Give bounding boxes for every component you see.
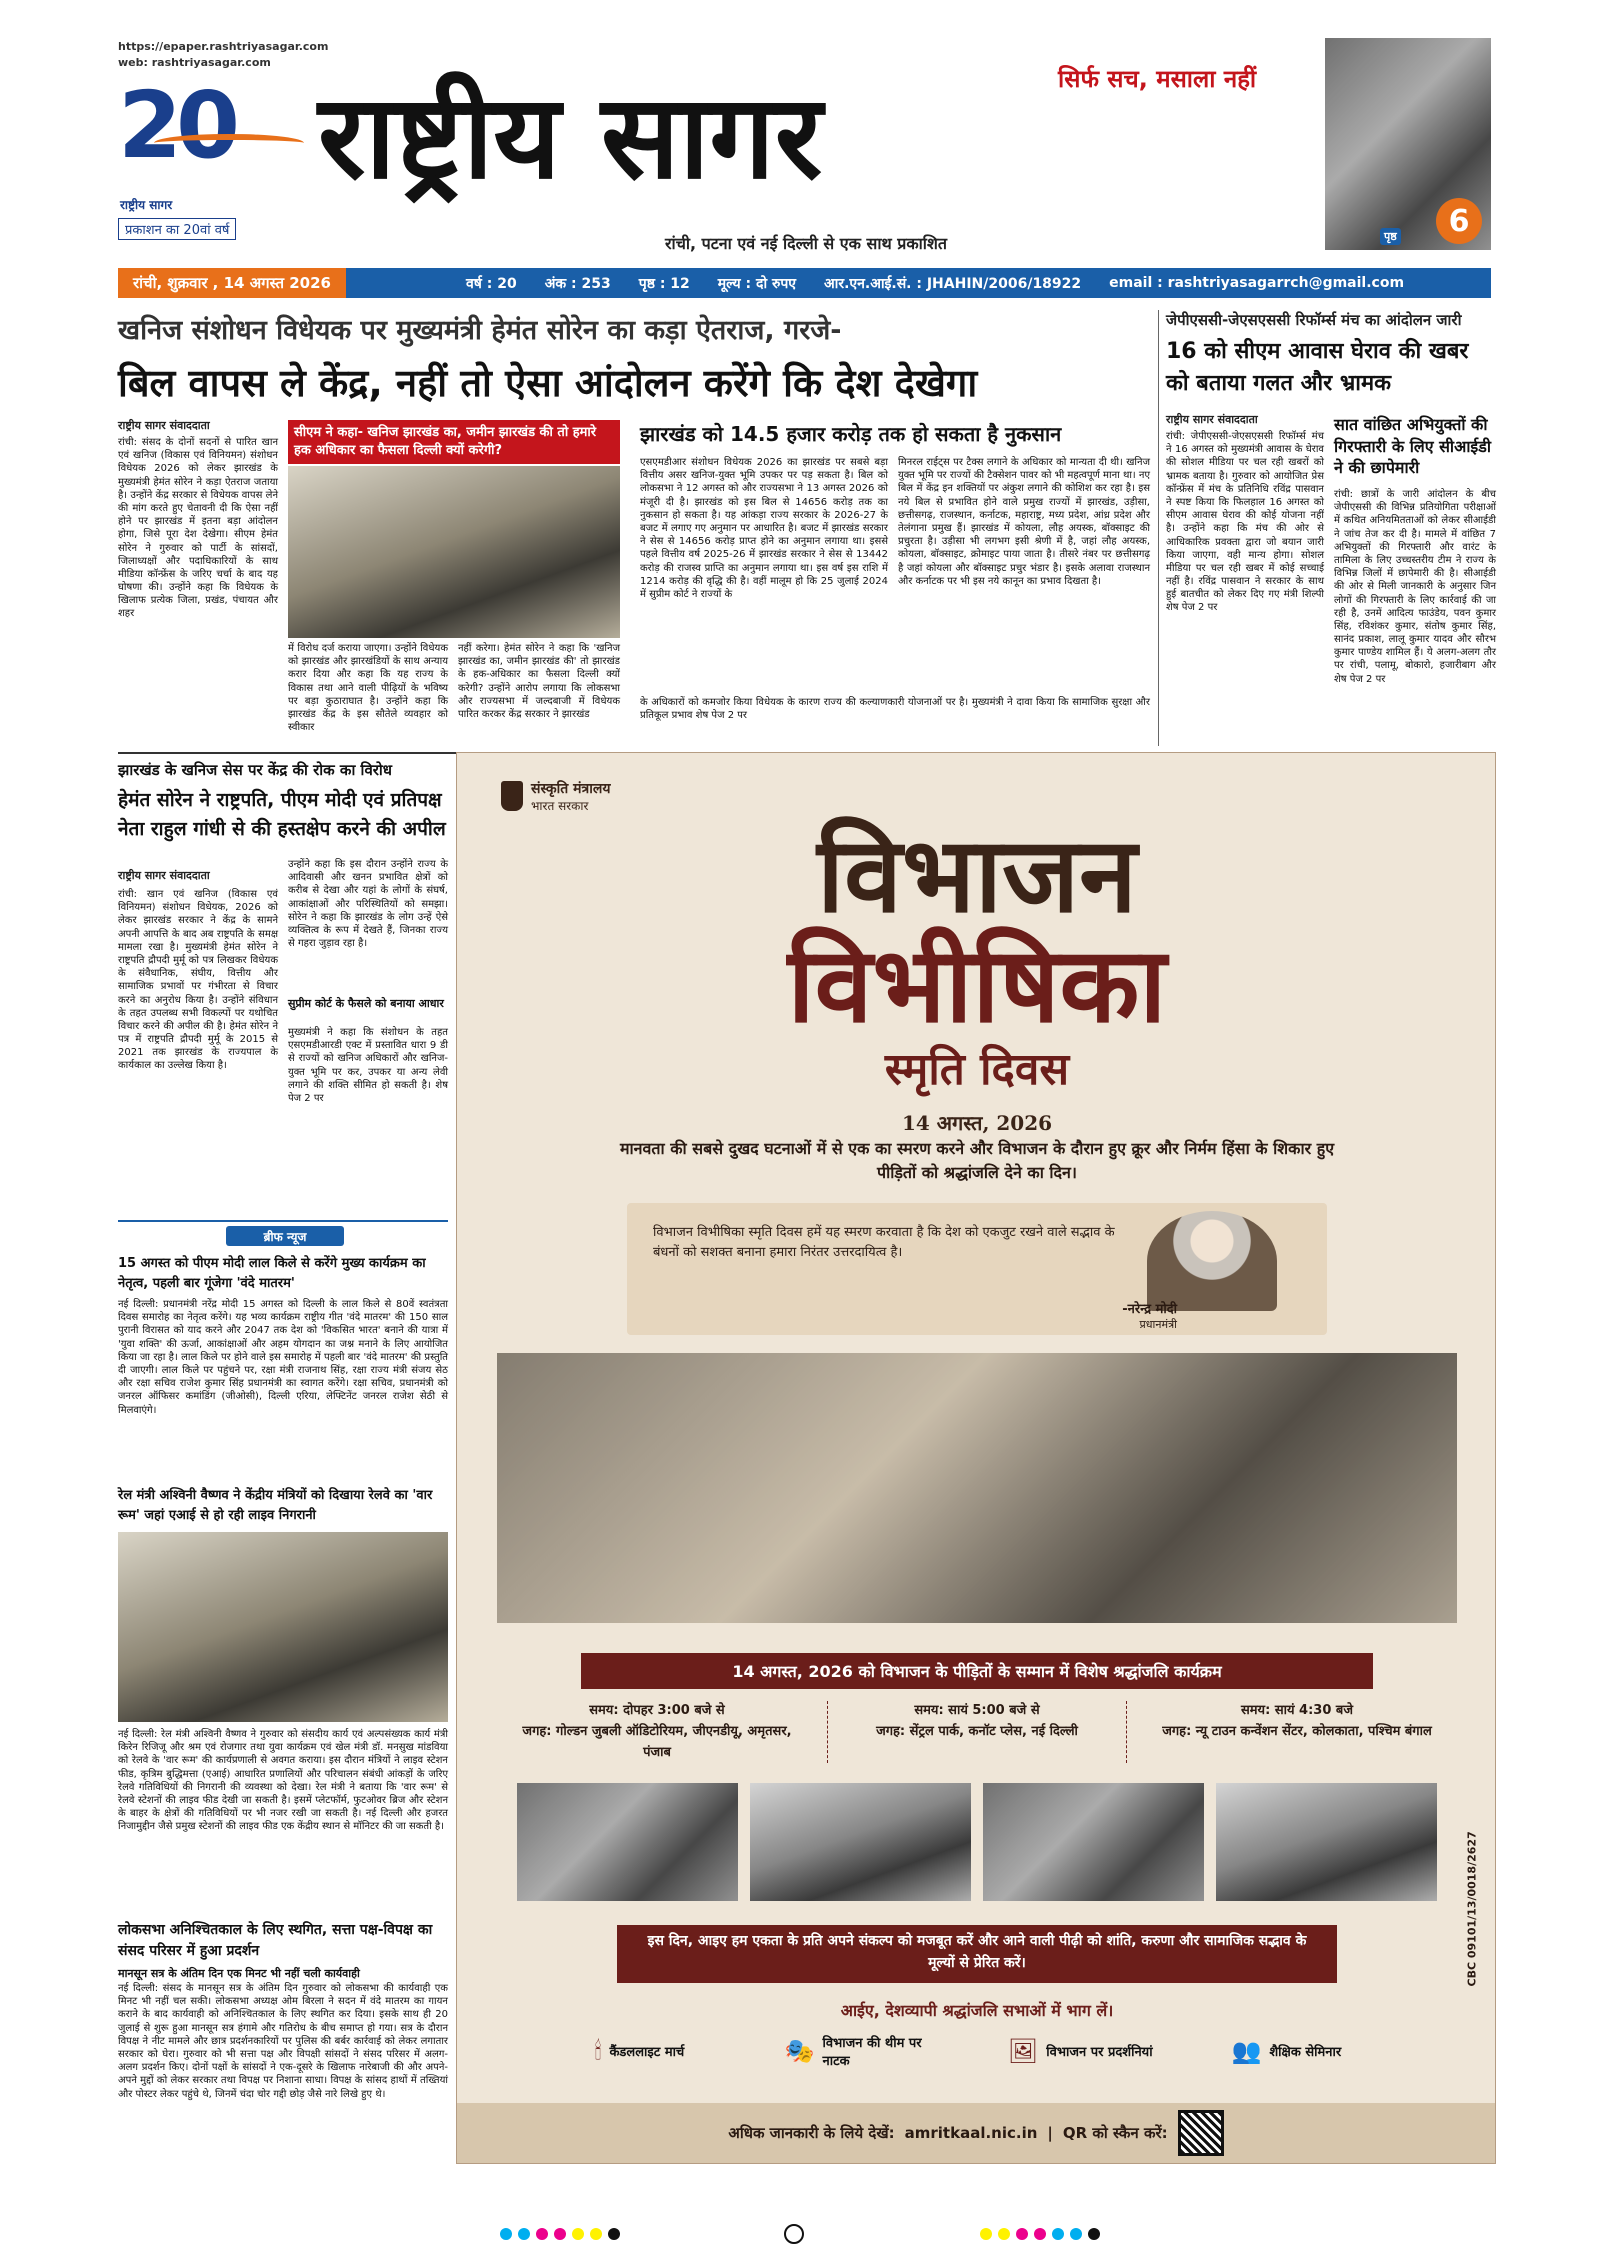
activity-drama [785,2033,933,2069]
event-amritsar [507,1701,807,1763]
archive-photo [1216,1783,1437,1901]
edition-line: रांची, पटना एवं नई दिल्ली से एक साथ प्रकाशित [665,234,947,253]
tagline: सिर्फ सच, मसाला नहीं [1058,65,1257,93]
event-place: जगह: न्यू टाउन कन्वेंशन सेंटर, कोलकाता, पश्चिम बंगाल [1162,1723,1432,1739]
activity-label: विभाजन की थीम पर नाटक [822,2036,922,2069]
ad-code: CBC 09101/13/0018/2627 [1465,1831,1479,1987]
brief-body-1: नई दिल्ली: प्रधानमंत्री नरेंद्र मोदी 15 अगस्त को दिल्ली के लाल किले से 80वें स्वतंत्रता दिवस समारोह का नेतृत्व करेंगे। यह भव्य कार्यक्रम राष्ट्रीय गीत 'वंदे मातरम' की 150 साल पुरानी विरासत को याद करने और 2047 तक देश को 'विकसित भारत' बनाने की यात्रा में 'युवा शक्ति' की ऊर्जा, आकांक्षाओं और अहम योगदान का जश्न मनाने के लिए आयोजित किया जा रहा है। लाल किले पर होने वाले इस समारोह में पहली बार 'वंदे मातरम' की प्रस्तुति दी जाएगी। लाल किले पर पहुंचने पर, रक्षा मंत्री राजनाथ सिंह, रक्षा राज्य मंत्री संजय सेठ और रक्षा सचिव राजेश कुमार सिंह प्रधानमंत्री का स्वागत करेंगे। रक्षा सचिव, प्रधानमंत्री को जनरल ऑफिसर कमांडिंग (जीओसी), दिल्ली एरिया, लेफ्टिनेंट जनरल राजेश सेठी से मिलवाएंगे। [118,1299,448,1416]
event-time: समय: दोपहर 3:00 बजे से [589,1703,725,1718]
picture-icon: 🖼 [1007,2037,1039,2065]
lead-pullquote: सीएम ने कहा- खनिज झारखंड का, जमीन झारखंड की तो हमारे हक अधिकार का फैसला दिल्ली क्यों करेगी? [288,420,620,464]
archive-photo [750,1783,971,1901]
event-place: जगह: गोल्डन जुबली ऑडिटोरियम, जीएनडीयू, अमृतसर, पंजाब [522,1723,792,1760]
activity-label: शैक्षिक सेमिनार [1269,2045,1342,2060]
page-badge-label: पृष्ठ [1380,228,1401,245]
color-registration-right [980,2228,1100,2240]
emblem-icon [501,781,523,811]
ad-title-2: विभीषिका [787,923,1167,1046]
right-side-headline: सात वांछित अभियुक्तों की गिरफ्तारी के लिए सीआईडी ने की छापेमारी [1334,415,1491,478]
activity-exhibition [1008,2033,1156,2069]
ministry-govt: भारत सरकार [531,799,589,813]
event-kolkata [1147,1701,1447,1763]
brief-subhead-3: मानसून सत्र के अंतिम दिन एक मिनट भी नहीं चली कार्यवाही [118,1967,360,1980]
ad-footer [457,2103,1495,2163]
activity-candle [595,2033,710,2069]
event-banner: 14 अगस्त, 2026 को विभाजन के पीड़ितों के सम्मान में विशेष श्रद्धांजलि कार्यक्रम [581,1653,1373,1689]
date-box: रांची, शुक्रवार , 14 अगस्त 2026 [118,268,346,298]
activity-seminar [1231,2033,1359,2069]
event-time: समय: सायं 5:00 बजे से [914,1703,1040,1718]
lead-column-4: एसएमडीआर संशोधन विधेयक 2026 का झारखंड पर सबसे बड़ा वित्तीय असर खनिज-युक्त भूमि उपकर पर पड़ सकता है। बिल को लोकसभा ने 12 अगस्त को और राज्यसभा ने 13 अगस्त 2026 को मंजूरी दी है। झारखंड को इस बिल से 14656 करोड़ तक का नुकसान हो सकता है। यह आंकड़ा राज्य सरकार के 2026-27 के बजट में लगाए गए अनुमान पर आधारित है। बजट में झारखंड सरकार ने सेस से 14656 करोड़ प्राप्त होने का अनुमान लगाया था। इससे पहले वित्तीय वर्ष 2025-26 में झारखंड सरकार ने सेस से 13442 करोड़ की राजस्व प्राप्ति का अनुमान लगाया था। इस वर्ष इस राशि में 1214 करोड़ की वृद्धि की है। वहीं मालूम हो कि 25 जुलाई 2024 में सुप्रीम कोर्ट ने राज्यों के [640,457,888,600]
event-time: समय: सायं 4:30 बजे [1241,1703,1353,1718]
lead-column-2: में विरोध दर्ज कराया जाएगा। उन्होंने विधेयक को झारखंड और झारखंडियों के साथ अन्याय करार दिया और कहा कि यह राज्य के विकास तथा आने वाली पीढ़ियों के भविष्य पर बड़ा कुठाराघात है। उन्होंने कहा कि झारखंड केंद्र के इस सौतेले व्यवहार को स्वीकार [288,643,448,734]
quote-author: -नरेन्द्र मोदी [1122,1302,1177,1317]
anniversary-label: राष्ट्रीय सागर [120,198,173,212]
activity-list [557,2033,1397,2069]
ad-title-3: स्मृति दिवस [884,1044,1070,1095]
lead-column-5: मिनरल राईट्स पर टैक्स लगाने के अधिकार को मान्यता दी थी। खनिज युक्त भूमि पर राज्यों की टैक्सेशन पावर को भी महत्वपूर्ण माना था। नए बिल में केंद्र इन शक्तियों पर अंकुश लगाने की कोशिश कर रहा है। इस नये बिल से प्रभावित होने वाले प्रमुख राज्यों में झारखंड, उड़ीसा, छत्तीसगढ़, राजस्थान, कर्नाटक, महाराष्ट्र, मध्य प्रदेश, आंध्र प्रदेश और तेलंगाना प्रमुख हैं। झारखंड में कोयला, लौह अयस्क, बॉक्साइट की प्रचुरता है। उड़ीसा भी लगभग इसी श्रेणी में है, जहां लौह अयस्क, कोयला, बॉक्साइट, क्रोमाइट पाया जाता है। तीसरे नंबर पर छत्तीसगढ़ है जहां कोयला और बॉक्साइट प्रचुर भंडार है। इसके अलावा राजस्थान और कर्नाटक पर भी इस नये कानून का प्रभाव दिखता है। [898,457,1150,587]
brief-rule [118,1220,448,1222]
registration-mark-icon [784,2224,804,2244]
quote-role: प्रधानमंत्री [1139,1318,1177,1331]
partition-train-photo [497,1353,1457,1623]
page-count: पृष्ठ : 12 [638,275,690,292]
right-kicker: जेपीएससी-जेएसएससी रिफॉर्म्स मंच का आंदोलन जारी [1166,311,1462,329]
war-room-photo [118,1532,448,1722]
event-delhi [827,1701,1127,1763]
seminar-icon: 👥 [1231,2037,1262,2065]
second-column-1: रांची: खान एवं खनिज (विकास एवं विनियमन) संशोधन विधेयक, 2026 को लेकर झारखंड सरकार ने केंद्र के सामने अपनी आपत्ति के बाद अब राष्ट्रपति के समक्ष मामला रखा है। मुख्यमंत्री हेमंत सोरेन ने राष्ट्रपति द्रौपदी मुर्मू को पत्र लिखकर विधेयक के संवैधानिक, संघीय, वित्तीय और सामाजिक प्रभावों पर गंभीरता से विचार करने का अनुरोध किया है। उन्होंने संविधान के तहत उपलब्ध सभी विकल्पों पर यथोचित विचार करने की अपील की है। हेमंत सोरेन ने पत्र में राष्ट्रपति द्रौपदी मुर्मू के 2015 से 2021 तक झारखंड के राज्यपाल के कार्यकाल का उल्लेख किया है। [118,889,278,1072]
ad-code-wrap [1457,1803,1481,1993]
epaper-url[interactable]: https://epaper.rashtriyasagar.com [118,40,329,53]
archive-photo [517,1783,738,1901]
website-url[interactable]: web: rashtriyasagar.com [118,56,271,69]
footer-separator: | [1047,2124,1053,2142]
pm-portrait [1147,1211,1277,1311]
archive-photo-strip [517,1783,1437,1901]
second-byline: राष्ट्रीय सागर संवाददाता [118,869,210,882]
rni-number: आर.एन.आई.सं. : JHAHIN/2006/18922 [824,275,1082,292]
press-conference-photo [288,466,620,638]
brief-tag: ब्रीफ न्यूज [226,1226,344,1246]
newspaper-title: राष्ट्रीय सागर [318,69,823,205]
qr-code[interactable] [1178,2110,1224,2156]
brief-headline-3: लोकसभा अनिश्चितकाल के लिए स्थगित, सत्ता पक्ष-विपक्ष का संसद परिसर में हुआ प्रदर्शन [118,1922,433,1959]
footer-label: अधिक जानकारी के लिये देखें: [728,2124,895,2142]
brief-body-3: नई दिल्ली: संसद के मानसून सत्र के अंतिम दिन गुरुवार को लोकसभा की कार्यवाही एक मिनट भी नहीं चल सकी। लोकसभा अध्यक्ष ओम बिरला ने सदन में वंदे मातरम का गायन कराने के बाद कार्यवाही को अनिश्चितकाल के लिए स्थगित कर दिया। इसके साथ ही 20 जुलाई से शुरू हुआ मानसून सत्र हंगामे और गतिरोध के बीच समाप्त हो गया। सत्र के दौरान विपक्ष ने नीट मामले और छात्र प्रदर्शनकारियों पर पुलिस की बर्बर कार्रवाई को लेकर लगातार सरकार को घेरा। गुरुवार को भी सत्ता पक्ष और विपक्षी सांसदों ने संसद परिसर में अलग-अलग प्रदर्शन किए। दोनों पक्षों के सांसदों ने एक-दूसरे के खिलाफ नारेबाजी की और अपने-अपने मुद्दों को लेकर सरकार तथा विपक्ष पर निशाना साधा। विपक्ष के सांसद हाथों में तख्तियां और पोस्टर लेकर पहुंचे थे, जिनमें चंदा चोर गद्दी छोड़ जैसे नारे लिखे हुए थे। [118,1983,448,2100]
ad-date: 14 अगस्त, 2026 [901,1111,1053,1135]
second-column-3: मुख्यमंत्री ने कहा कि संशोधन के तहत एसएमडीआरडी एक्ट में प्रस्तावित धारा 9 डी से राज्यों को खनिज अधिकारों और खनिज-युक्त भूमि पर कर, उपकर या अन्य लेवी लगाने की शक्ति सीमित हो सकती है। शेष पेज 2 पर [288,1027,448,1104]
lead-continuation: के अधिकारों को कमजोर किया विधेयक के कारण राज्य की कल्याणकारी योजनाओं पर है। मुख्यमंत्री ने दावा किया कि सामाजिक सुरक्षा और प्रतिकूल प्रभाव शेष पेज 2 पर [640,697,1150,722]
pm-quote: विभाजन विभीषिका स्मृति दिवस हमें यह स्मरण करवाता है कि देश को एकजुट रखने वाले सद्भाव के बंधनों को सशक्त बनाना हमारा निरंतर उत्तरदायित्व है। [653,1225,1115,1261]
activity-label: कैंडललाइट मार्च [609,2045,685,2060]
column-divider [1158,310,1159,746]
activity-label: विभाजन पर प्रदर्शनियां [1046,2045,1153,2060]
second-headline: हेमंत सोरेन ने राष्ट्रपति, पीएम मोदी एवं प्रतिपक्ष नेता राहुल गांधी से की हस्तक्षेप करने की अपील [118,789,446,841]
lead-column-3: नहीं करेगा। हेमंत सोरेन ने कहा कि 'खनिज झारखंड का, जमीन झारखंड की' तो झारखंड के हक-अधिकार का फैसला दिल्ली क्यों करेगी? उन्होंने आरोप लगाया कि लोकसभा और राज्यसभा में जल्दबाजी में विधेयक पारित करकर केंद्र सरकार ने झारखंड [458,643,620,720]
anniversary-number: 20 [118,72,235,179]
right-byline: राष्ट्रीय सागर संवाददाता [1166,413,1258,426]
issue-number: अंक : 253 [544,275,611,292]
event-list [497,1701,1457,1763]
second-column-2: उन्होंने कहा कि इस दौरान उन्होंने राज्य के आदिवासी और खनन प्रभावित क्षेत्रों को करीब से देखा और यहां के लोगों के संघर्ष, आकांक्षाओं और परिस्थितियों को समझा। सोरेन ने कहा कि झारखंड के लोग उन्हें ऐसे व्यक्तित्व के रूप में देखते हैं, जिनका राज्य से गहरा जुड़ाव रहा है। [288,859,448,950]
lead-column-1: रांची: संसद के दोनों सदनों से पारित खान एवं खनिज (विकास एवं विनियमन) संशोधन विधेयक 2026 को लेकर झारखंड के मुख्यमंत्री हेमंत सोरेन ने कड़ा ऐतराज जताया है। उन्होंने केंद्र सरकार से विधेयक वापस लेने की मांग करते हुए चेतावनी दी कि ऐसा नहीं होने पर झारखंड में इतना बड़ा आंदोलन होगा, जिसे पूरा देश देखेगा। सीएम हेमंत सोरेन ने गुरुवार को पार्टी के सांसदों, जिलाध्यक्षों और पदाधिकारियों के साथ मीडिया कॉन्फ्रेंस के जरिए चर्चा के बाद यह घोषणा की। उन्होंने कहा कि विधेयक के खिलाफ प्रत्येक जिला, प्रखंड, पंचायत और शहर [118,437,278,620]
invite-line: आईए, देशव्यापी श्रद्धांजलि सभाओं में भाग लें। [840,2001,1114,2020]
lead-byline: राष्ट्रीय सागर संवाददाता [118,419,210,432]
anniversary-year: प्रकाशन का 20वां वर्ष [118,218,236,240]
lead-headline: बिल वापस ले केंद्र, नहीं तो ऐसा आंदोलन करेंगे कि देश देखेगा [118,361,978,405]
lead-kicker: खनिज संशोधन विधेयक पर मुख्यमंत्री हेमंत सोरेन का कड़ा ऐतराज, गरजे- [118,315,842,346]
second-kicker: झारखंड के खनिज सेस पर केंद्र की रोक का विरोध [118,761,393,779]
lead-subheadline: झारखंड को 14.5 हजार करोड़ तक हो सकता है नुकसान [640,422,1062,446]
ad-intro: मानवता की सबसे दुखद घटनाओं में से एक का स्मरण करने और विभाजन के दौरान हुए क्रूर और निर्मम हिंसा के शिकार हुए पीड़ितों को श्रद्धांजलि देने का दिन। [619,1139,1335,1182]
event-place: जगह: सेंट्रल पार्क, कनॉट प्लेस, नई दिल्ली [876,1723,1078,1739]
footer-url[interactable]: amritkaal.nic.in [904,2124,1038,2142]
email[interactable]: email : rashtriyasagarrch@gmail.com [1109,275,1405,291]
ministry-name: संस्कृति मंत्रालय [531,781,611,797]
ad-title-1: विभाजन [817,813,1137,936]
second-subhead: सुप्रीम कोर्ट के फैसले को बनाया आधार [288,997,444,1010]
brief-headline-2: रेल मंत्री अश्विनी वैष्णव ने केंद्रीय मंत्रियों को दिखाया रेलवे का 'वार रूम' जहां एआई से हो रही लाइव निगरानी [118,1488,433,1523]
color-registration-left [500,2228,620,2240]
candle-icon: 🕯 [594,2037,602,2065]
anniversary-logo [118,72,318,242]
info-bar [346,268,1491,298]
volume-year: वर्ष : 20 [466,275,517,292]
footer-qr-label: QR को स्कैन करें: [1062,2124,1168,2142]
page-number-badge: 6 [1436,198,1482,244]
theatre-mask-icon: 🎭 [784,2037,815,2065]
right-body: रांची: जेपीएससी-जेएसएससी रिफॉर्म्स मंच ने 16 अगस्त को मुख्यमंत्री आवास के घेराव की सोशल मीडिया पर चल रही खबरों को भ्रामक बताया है। गुरुवार को आयोजित प्रेस कॉन्फ्रेंस में मंच के प्रतिनिधि रविंद्र पासवान ने स्पष्ट किया कि फिलहाल 16 अगस्त को सीएम आवास घेराव की कोई योजना नहीं है। उन्होंने कहा कि मंच की ओर से आधिकारिक प्रवक्ता द्वारा जो बयान जारी किया जाएगा, वही मान्य होगा। सोशल मीडिया पर चल रही खबर में कोई सच्चाई नहीं है। रविंद्र पासवान ने सरकार के साथ हुई बातचीत को लेकर दिए गए मंत्री शिल्पी शेष पेज 2 पर [1166,431,1324,614]
right-headline: 16 को सीएम आवास घेराव की खबर को बताया गलत और भ्रामक [1166,339,1469,396]
brief-headline-1: 15 अगस्त को पीएम मोदी लाल किले से करेंगे मुख्य कार्यक्रम का नेतृत्व, पहली बार गूंजेगा 'वंदे मातरम' [118,1256,426,1291]
swoosh-icon [154,134,304,152]
partition-horrors-ad [456,752,1496,2164]
price: मूल्य : दो रुपए [717,275,797,292]
brief-body-2: नई दिल्ली: रेल मंत्री अश्विनी वैष्णव ने गुरुवार को संसदीय कार्य एवं अल्पसंख्यक कार्य मंत्री किरेन रिजिजू और श्रम एवं रोजगार तथा युवा कार्यक्रम एवं खेल मंत्री डॉ. मनसुख मांडविया को रेलवे के 'वार रूम' की कार्यप्रणाली से अवगत कराया। इस दौरान मंत्रियों ने लाइव स्टेशन फीड, कृत्रिम बुद्धिमत्ता (एआई) आधारित प्रणालियों और परिचालन संबंधी आंकड़ों के जरिए रेलवे गतिविधियों की निगरानी की व्यवस्था को देखा। रेल मंत्री ने बताया कि 'वार रूम' से रेलवे स्टेशनों की लाइव फीड देखी जा सकती है। इसमें प्लेटफॉर्म, फुटओवर ब्रिज और स्टेशन के बाहर के क्षेत्रों की गतिविधियों पर भी नजर रखी जा सकती है। नई दिल्ली और हजरत निजामुद्दीन जैसे प्रमुख स्टेशनों की लाइव फीड एक केंद्रीय स्थान से मॉनिटर की जा सकती है। [118,1729,448,1833]
archive-photo [983,1783,1204,1901]
right-side-body: रांची: छात्रों के जारी आंदोलन के बीच जेपीएससी की विभिन्न प्रतियोगिता परीक्षाओं में कथित अनियमितताओं को लेकर सीआईडी ने जांच तेज कर दी है। मामले में वांछित 7 अभियुक्तों की गिरफ्तारी और वारंट के तामिला के लिए उच्चस्तरीय टीम ने राज्य के विभिन्न जिलों में छापेमारी की है। सीआईडी की ओर से मिली जानकारी के अनुसार जिन लोगों की गिरफ्तारी के लिए कार्रवाई की जा रही है, उनमें आदित्य फाउंडेय, पवन कुमार सिंह, रविशंकर कुमार, संतोष कुमार सिंह, सानंद प्रकाश, लालू कुमार यादव और सौरभ कुमार पाण्डेय शामिल हैं। ये अलग-अलग तौर पर रांची, पलामू, बोकारो, हजारीबाग और शेष पेज 2 पर [1334,489,1496,685]
pledge-banner: इस दिन, आइए हम एकता के प्रति अपने संकल्प को मजबूत करें और आने वाली पीढ़ी को शांति, करुणा और सामाजिक सद्भाव के मूल्यों से प्रेरित करें। [617,1925,1337,1983]
